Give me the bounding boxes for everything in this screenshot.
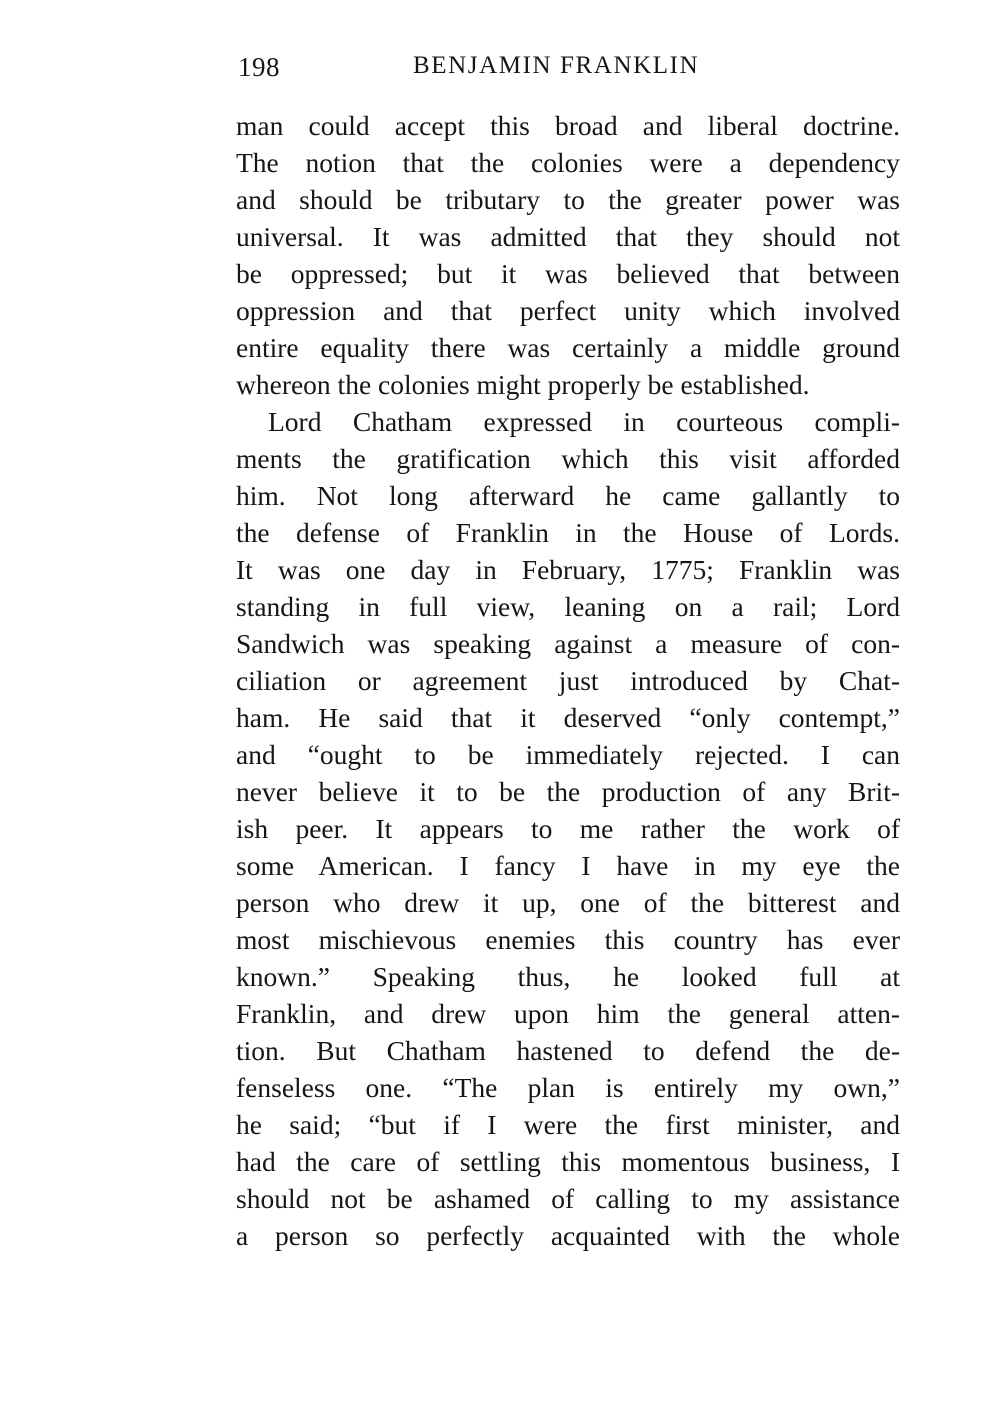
- text-line: ish peer. It appears to me rather the work of: [236, 813, 900, 844]
- text-line: man could accept this broad and liberal doctrine.: [236, 110, 900, 141]
- text-line: known.” Speaking thus, he looked full at: [236, 961, 900, 992]
- running-head: [236, 52, 900, 92]
- text-line: tion. But Chatham hastened to defend the de-: [236, 1035, 900, 1066]
- text-line: him. Not long afterward he came gallantly to: [236, 480, 900, 511]
- text-line: never believe it to be the production of any Brit-: [236, 776, 900, 807]
- text-line: entire equality there was certainly a middle ground: [236, 332, 900, 363]
- text-line: most mischievous enemies this country has ever: [236, 924, 900, 955]
- text-line: person who drew it up, one of the bitterest and: [236, 887, 900, 918]
- page-number: 198: [238, 52, 280, 82]
- text-line: and should be tributary to the greater power was: [236, 184, 900, 215]
- text-line: standing in full view, leaning on a rail; Lord: [236, 591, 900, 622]
- text-line: should not be ashamed of calling to my assistance: [236, 1183, 900, 1214]
- text-line: ciliation or agreement just introduced by Chat-: [236, 665, 900, 696]
- text-line: It was one day in February, 1775; Franklin was: [236, 554, 900, 585]
- text-line: oppression and that perfect unity which involved: [236, 295, 900, 326]
- paragraph-2: [236, 403, 900, 1254]
- text-line: The notion that the colonies were a dependency: [236, 147, 900, 178]
- running-title: BENJAMIN FRANKLIN: [413, 52, 700, 79]
- body-text: [236, 107, 900, 1254]
- text-line: universal. It was admitted that they should not: [236, 221, 900, 252]
- paragraph-1: [236, 107, 900, 403]
- text-line: be oppressed; but it was believed that between: [236, 258, 900, 289]
- text-line: the defense of Franklin in the House of Lords.: [236, 517, 900, 548]
- text-line: he said; “but if I were the first minister, and: [236, 1109, 900, 1140]
- text-line: had the care of settling this momentous business, I: [236, 1146, 900, 1177]
- text-line: whereon the colonies might properly be established.: [236, 369, 810, 400]
- text-line: fenseless one. “The plan is entirely my own,”: [236, 1072, 900, 1103]
- text-line: some American. I fancy I have in my eye the: [236, 850, 900, 881]
- text-line: a person so perfectly acquainted with the whole: [236, 1220, 900, 1251]
- text-line: and “ought to be immediately rejected. I can: [236, 739, 900, 770]
- text-line: Lord Chatham expressed in courteous compli-: [268, 406, 900, 437]
- text-line: ham. He said that it deserved “only contempt,”: [236, 702, 900, 733]
- text-line: ments the gratification which this visit afforded: [236, 443, 900, 474]
- text-line: Sandwich was speaking against a measure of con-: [236, 628, 900, 659]
- text-line: Franklin, and drew upon him the general atten-: [236, 998, 900, 1029]
